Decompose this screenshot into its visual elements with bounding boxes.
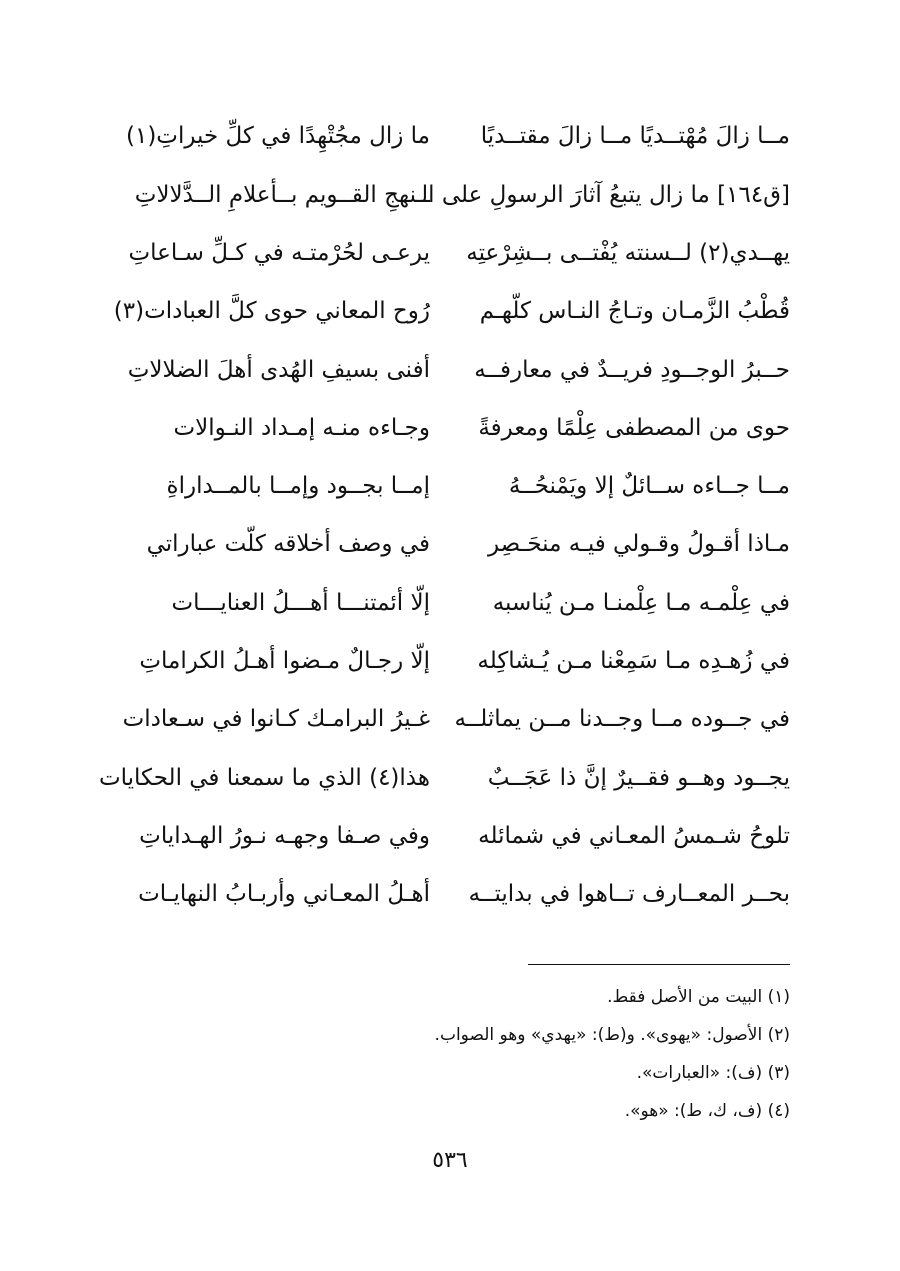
page-number: ٥٣٦ [432,1148,468,1173]
poem-line [100,458,800,516]
poem-line-ajuz: غـيرُ البرامـك كـانوا في سـعادات [122,706,430,733]
poem-line-sadr: حــبرُ الوجــودِ فريــدٌ في معارفــه [474,356,790,383]
poem-line-sadr: مـاذا أقـولُ وقـولي فيـه منحَـصِر [487,531,790,558]
poem-line-sadr: [ق١٦٤] ما زال يتبعُ آثارَ الرسولِ على الـ [414,181,790,208]
poem-line-ajuz: إمــا بجــود وإمــا بالمــداراةِ [166,473,430,500]
poem-line-sadr: في عِلْمـه مـا عِلْمنـا مـن يُناسبه [492,589,790,616]
poem-line-sadr: يجــود وهــو فقــيرٌ إنَّ ذا عَجَــبٌ [487,764,790,791]
footnote-1: (١) البيت من الأصل فقط. [607,987,790,1007]
poem [100,108,800,924]
footnote-divider [528,964,790,965]
footnote-4: (٤) (ف، ك، ط): «هو». [624,1101,790,1121]
footnote-3: (٣) (ف): «العبارات». [636,1063,790,1083]
poem-line-ajuz: ما زال مجُتْهِدًا في كلِّ خيراتِ(١) [125,123,430,150]
poem-line [100,691,800,749]
poem-line-ajuz: يرعـى لحُرْمتـه في كـلِّ سـاعاتِ [128,239,430,266]
poem-line-sadr: مــا جــاءه ســائلٌ إلا ويَمْنحُــهُ [508,473,790,500]
footnote-2: (٢) الأصول: «يهوى». و(ط): «يهدي» وهو الصواب. [434,1025,790,1045]
poem-line-ajuz: ــنهجِ القــويم بــأعلامِ الــدَّلالاتِ [134,181,430,208]
poem-line-sadr: في زُهـدِه مـا سَمِعْنا مـن يُـشاكِله [477,648,790,675]
poem-line-sadr: تلوحُ شـمسُ المعـاني في شمائله [478,822,790,849]
poem-line-ajuz: إلّا رجـالٌ مـضوا أهـلُ الكراماتِ [139,648,430,675]
poem-line [100,108,800,166]
poem-line-sadr: بحــر المعــارف تــاهوا في بدايتــه [468,881,790,908]
poem-line-ajuz: هذا(٤) الذي ما سمعنا في الحكايات [98,764,430,791]
poem-line-ajuz: رُوح المعاني حوى كلَّ العبادات(٣) [113,298,430,325]
poem-line [100,633,800,691]
poem-line [100,341,800,399]
poem-line-ajuz: أهـلُ المعـاني وأربـابُ النهايـات [138,881,430,908]
poem-line [100,283,800,341]
poem-line-sadr: يهــدي(٢) لــسنته يُفْتــى بــشِرْعتِه [466,239,790,266]
poem-line [100,749,800,807]
poem-line [100,166,800,224]
poem-line [100,866,800,924]
poem-line-ajuz: في وصف أخلاقه كلّت عباراتي [146,531,430,558]
poem-line [100,399,800,457]
poem-line-ajuz: وجـاءه منـه إمـداد النـوالات [173,414,430,441]
poem-line-sadr: قُطْبُ الزَّمـان وتـاجُ النـاس كلّهـم [479,298,790,325]
poem-line-ajuz: أفنى بسيفِ الهُدى أهلَ الضلالاتِ [127,356,430,383]
poem-line-ajuz: وفي صـفا وجهـه نـورُ الهـداياتِ [139,822,430,849]
poem-line-sadr: حوى من المصطفى عِلْمًا ومعرفةً [478,414,790,441]
poem-line [100,808,800,866]
poem-line [100,225,800,283]
poem-line-sadr: في جــوده مــا وجــدنا مــن يماثلــه [454,706,790,733]
footnotes [110,978,790,1130]
poem-line-sadr: مــا زالَ مُهْتــديًا مــا زالَ مقتــديًا [480,123,790,150]
poem-line-ajuz: إلّا أئمتنـــا أهـــلُ العنايـــات [171,589,430,616]
poem-line [100,516,800,574]
poem-line [100,574,800,632]
